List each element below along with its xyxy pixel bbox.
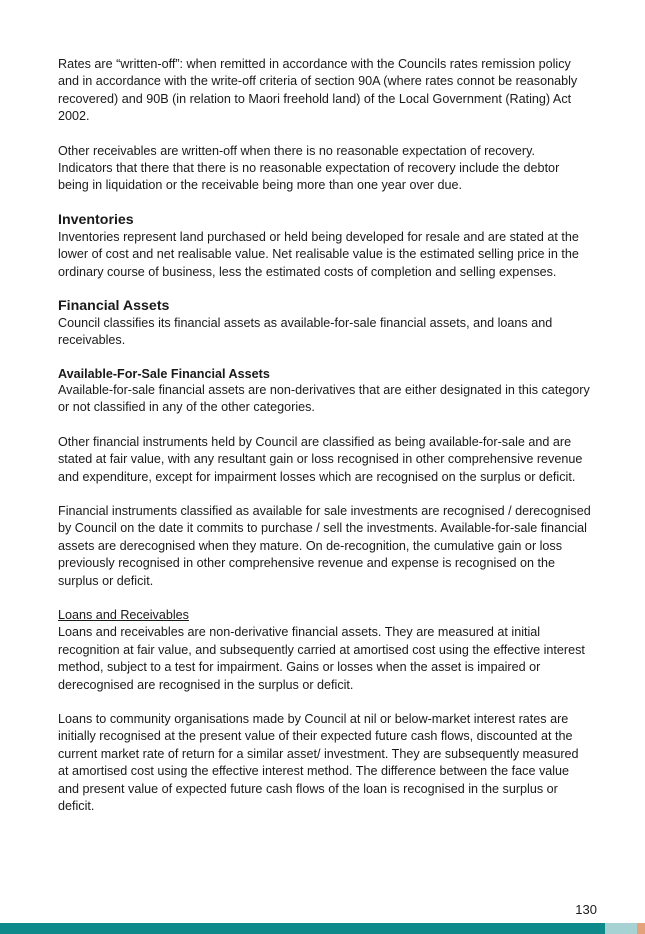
financial-assets-paragraph: Council classifies its financial assets as available-for-sale financial assets, and loans and receivables. <box>58 316 553 348</box>
loans-receivables-paragraph-2: Loans to community organisations made by Council at nil or below-market interest rates are initially recognised at the present value of their expected future cash flows, discounted at the current market rate of return for a similar asset/ investment. They are subsequently measured at amortised cost using the effective interest method. The difference between the face value and present value of expected future cash flows of the loan is recognised in the surplus or deficit. <box>58 711 579 813</box>
document-body <box>58 56 592 815</box>
loans-receivables-paragraph-1: Loans and receivables are non-derivative financial assets. They are measured at initial recognition at fair value, and subsequently carried at amortised cost using the effective interest method, subject to a test for impairment. Gains or losses when the asset is impaired or derecognised are recognised in the surplus or deficit. <box>58 625 585 692</box>
footer-bar-light-segment <box>605 923 637 934</box>
inventories-heading: Inventories <box>58 211 134 228</box>
footer-bar-accent-segment <box>637 923 645 934</box>
available-for-sale-heading: Available-For-Sale Financial Assets <box>58 366 270 381</box>
inventories-paragraph: Inventories represent land purchased or held being developed for resale and are stated at the lower of cost and net realisable value. Net realisable value is the estimated selling price in the ordinary course of business, less the estimated costs of completion and selling expenses. <box>58 229 579 279</box>
available-for-sale-paragraph-3: Financial instruments classified as available for sale investments are recognised / derecognised by Council on the date it commits to purchase / sell the investments. Available-for-sale financial assets are derecognised when they mature. On de-recognition, the cumulative gain or loss previously recognised in other comprehensive revenue and expense is recognised on the surplus or deficit. <box>58 503 591 588</box>
financial-assets-heading: Financial Assets <box>58 298 170 315</box>
available-for-sale-paragraph-1: Available-for-sale financial assets are non-derivatives that are either designated in this category or not classified in any of the other categories. <box>58 382 590 415</box>
rates-written-off-paragraph: Rates are “written-off”: when remitted in accordance with the Councils rates remission policy and in accordance with the write-off criteria of section 90A (where rates connot be reasonably recovered) and 90B (in relation to Maori freehold land) of the Local Government (Rating) Act 2002. <box>58 57 578 124</box>
loans-receivables-heading: Loans and Receivables <box>58 607 189 622</box>
available-for-sale-paragraph-2: Other financial instruments held by Council are classified as being available-for-sale and are stated at fair value, with any resultant gain or loss recognised in other comprehensive revenue and expenditure, except for impairment losses which are recognised on the surplus or deficit. <box>58 434 583 484</box>
footer-color-bar <box>0 923 645 934</box>
footer-bar-main-segment <box>0 923 605 934</box>
other-receivables-paragraph: Other receivables are written-off when there is no reasonable expectation of recovery. Indicators that there that there is no reasonable expectation of recovery include the debtor being in liquidation or the receivable being more than one year over due. <box>58 143 560 193</box>
page-number: 130 <box>575 902 597 917</box>
